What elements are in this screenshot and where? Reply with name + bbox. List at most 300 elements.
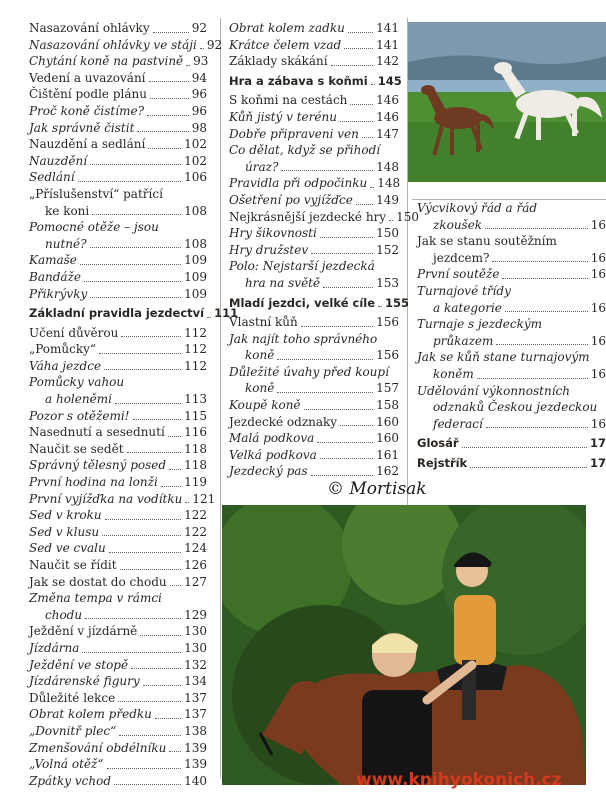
horses-running-photo	[408, 22, 606, 182]
toc-entry-title: Turnaje s jezdeckým	[417, 317, 543, 332]
toc-entry-page: 127	[184, 574, 207, 589]
dot-leader	[149, 81, 189, 82]
toc-entry-page: 148	[376, 159, 399, 174]
dot-leader	[169, 751, 181, 752]
toc-entry-page: 119	[184, 475, 207, 490]
toc-entry-title: Kamaše	[29, 253, 77, 268]
toc-entry-page: 16	[590, 366, 606, 381]
toc-entry-page: 150	[396, 209, 419, 224]
toc-entry-title: Turnajové třídy	[417, 283, 511, 298]
toc-entry-title: koně	[245, 381, 275, 396]
toc-entry-page: 96	[191, 103, 207, 118]
toc-entry-page: 140	[184, 773, 207, 788]
toc-entry	[29, 607, 207, 624]
dot-leader	[150, 98, 189, 99]
toc-entry	[29, 286, 207, 303]
toc-entry-page: 146	[376, 93, 399, 108]
toc-entry-title: Sedlání	[29, 170, 75, 185]
toc-entry-title: Jízdárenské figury	[29, 674, 140, 689]
dot-leader	[78, 181, 182, 182]
toc-entry	[229, 73, 402, 90]
toc-entry	[29, 756, 207, 773]
toc-entry-title: koněm	[433, 366, 474, 381]
dot-leader	[168, 436, 181, 437]
dot-leader	[362, 137, 373, 138]
dot-leader	[161, 486, 181, 487]
toc-entry-page: 112	[184, 358, 207, 373]
toc-entry	[29, 491, 216, 508]
horses-running-illustration	[408, 22, 606, 182]
toc-entry-page: 137	[184, 707, 207, 722]
toc-entry-title: S koňmi na cestách	[229, 93, 348, 108]
dot-leader	[348, 32, 373, 33]
toc-entry	[229, 414, 399, 431]
dot-leader	[104, 369, 181, 370]
toc-entry-page: 108	[184, 236, 207, 251]
toc-entry-page: 141	[376, 37, 399, 52]
toc-entry-title: Důležité úvahy před koupí	[229, 364, 389, 379]
toc-entry-title: První hodina na lonži	[29, 475, 158, 490]
dot-leader	[301, 326, 373, 327]
toc-entry	[29, 590, 207, 607]
toc-entry-page: 16	[590, 300, 606, 315]
toc-entry-title: Váha jezdce	[29, 358, 102, 373]
toc-entry	[29, 37, 223, 54]
toc-entry-page: 153	[376, 275, 399, 290]
dot-leader	[121, 336, 181, 337]
toc-entry-page: 16	[590, 217, 606, 232]
dot-leader	[320, 237, 373, 238]
toc-entry-page: 137	[184, 690, 207, 705]
dot-leader	[370, 187, 374, 188]
toc-entry-title: Čištění podle plánu	[29, 87, 147, 102]
dot-leader	[120, 569, 182, 570]
dot-leader	[502, 278, 587, 279]
toc-entry-title: Velká podkova	[229, 447, 317, 462]
toc-entry-title: Obrat kolem zadku	[229, 21, 345, 35]
toc-entry	[29, 153, 207, 170]
toc-entry-title: Jak najít toho správného	[229, 331, 378, 346]
toc-entry-title: jezdcem?	[433, 250, 490, 265]
toc-entry	[229, 20, 399, 37]
toc-entry	[29, 623, 207, 640]
toc-entry	[229, 380, 399, 397]
toc-entry	[229, 159, 399, 176]
toc-entry-title: Pomocné otěže – jsou	[29, 220, 159, 235]
toc-entry	[417, 200, 606, 217]
toc-entry-page: 124	[184, 541, 207, 556]
toc-entry-page: 106	[184, 170, 207, 185]
dot-leader	[170, 585, 181, 586]
copyright-watermark: © Mortisak	[327, 479, 427, 499]
dot-leader	[90, 297, 181, 298]
toc-entry-title: Krátce čelem vzad	[229, 37, 342, 52]
toc-entry-page: 17	[589, 455, 606, 470]
toc-entry-title: Jak se kůň stane turnajovým	[417, 350, 590, 365]
toc-entry	[29, 673, 207, 690]
toc-entry-title: Důležité lekce	[29, 690, 116, 705]
toc-entry	[229, 109, 399, 126]
toc-entry-page: 102	[184, 137, 207, 152]
toc-entry	[417, 283, 606, 300]
toc-entry	[229, 397, 399, 414]
toc-entry-title: Jak se dostat do chodu	[29, 574, 167, 589]
toc-entry-page: 92	[191, 21, 207, 35]
toc-entry	[229, 295, 410, 312]
dot-leader	[99, 353, 181, 354]
dot-leader	[133, 419, 182, 420]
toc-entry-page: 93	[193, 54, 209, 69]
toc-entry-title: Jak se stanu soutěžním	[417, 234, 557, 249]
dot-leader	[90, 164, 181, 165]
dot-leader	[304, 409, 374, 410]
toc-entry-page: 160	[376, 414, 399, 429]
toc-entry-page: 126	[184, 558, 207, 572]
toc-entry-title: Nauzdění	[29, 153, 88, 168]
toc-entry	[29, 424, 207, 441]
dot-leader	[486, 427, 588, 428]
toc-entry-title: průkazem	[433, 333, 494, 348]
toc-entry	[229, 37, 399, 54]
toc-entry-page: 141	[376, 21, 399, 35]
toc-entry	[29, 186, 207, 203]
toc-entry-title: Hry šikovnosti	[229, 226, 317, 241]
toc-entry-title: Sed ve cvalu	[29, 541, 106, 556]
toc-entry-title: Nauzdění a sedlání	[29, 137, 146, 152]
toc-entry-title: Jezdecké odznaky	[229, 414, 338, 429]
toc-entry	[29, 358, 207, 375]
toc-entry-title: federací	[433, 416, 483, 431]
toc-entry	[229, 364, 399, 381]
toc-column-3	[417, 200, 606, 475]
toc-entry-page: 157	[376, 381, 399, 396]
toc-entry	[229, 53, 399, 70]
dot-leader	[281, 170, 373, 171]
dot-leader	[107, 768, 182, 769]
toc-entry-title: Hra a zábava s koňmi	[229, 73, 368, 88]
toc-entry	[29, 690, 207, 707]
toc-entry	[229, 126, 399, 143]
toc-entry-page: 150	[376, 226, 399, 241]
dot-leader	[311, 475, 373, 476]
toc-entry-page: 148	[377, 176, 401, 191]
toc-entry-title: Hry družstev	[229, 242, 309, 257]
dot-leader	[90, 247, 182, 248]
toc-entry-title: Jízdárna	[29, 640, 80, 655]
toc-entry-page: 152	[376, 242, 399, 257]
toc-entry	[417, 266, 606, 283]
toc-entry-page: 16	[590, 416, 606, 431]
toc-entry	[29, 70, 207, 87]
dot-leader	[143, 685, 181, 686]
toc-entry-title: „Volná otěž“	[29, 757, 104, 772]
toc-entry	[229, 92, 399, 109]
dot-leader	[119, 735, 181, 736]
toc-entry-title: Ošetření po vyjížďce	[229, 192, 353, 207]
website-url: www.knihyokonich.cz	[356, 770, 562, 790]
toc-entry-title: Nasazování ohlávky	[29, 21, 150, 35]
toc-entry-title: Správný tělesný posed	[29, 458, 167, 473]
toc-entry-title: Chytání koně na pastvině	[29, 54, 184, 69]
toc-entry	[29, 120, 207, 137]
toc-entry-title: Malá podkova	[229, 431, 315, 446]
dot-leader	[84, 281, 181, 282]
dot-leader	[137, 131, 188, 132]
toc-entry-page: 16	[590, 250, 606, 265]
toc-entry-page: 139	[184, 740, 207, 755]
toc-entry-page: 92	[206, 37, 223, 52]
toc-entry-title: Vlastní kůň	[229, 315, 298, 330]
toc-entry-page: 156	[376, 315, 399, 330]
toc-entry-page: 132	[184, 657, 207, 672]
toc-entry-title: Vedení a uvazování	[29, 70, 146, 85]
toc-entry-title: Udělování výkonnostních	[417, 383, 571, 398]
toc-entry	[29, 269, 207, 286]
toc-entry-page: 129	[184, 607, 207, 622]
toc-entry-title: Glosář	[417, 436, 459, 451]
toc-entry-page: 118	[184, 458, 207, 473]
toc-column-1	[29, 20, 239, 789]
dot-leader	[80, 264, 181, 265]
toc-entry-title: Pomůcky vahou	[29, 375, 125, 390]
toc-entry	[29, 640, 207, 657]
toc-entry-title: „Pomůcky“	[29, 342, 97, 357]
toc-entry-page: 102	[184, 153, 207, 168]
dot-leader	[477, 378, 588, 379]
toc-entry-page: 116	[184, 425, 207, 440]
toc-entry	[29, 457, 207, 474]
toc-entry-title: Učení důvěrou	[29, 325, 119, 340]
toc-entry-title: Koupě koně	[229, 398, 301, 413]
toc-entry-page: 98	[191, 120, 207, 135]
toc-entry-page: 112	[184, 325, 207, 340]
toc-entry-page: 162	[376, 464, 399, 479]
dot-leader	[186, 65, 190, 66]
toc-entry-title: Pozor s otěžemi!	[29, 408, 130, 423]
toc-entry-title: úraz?	[245, 159, 279, 174]
toc-entry	[417, 300, 606, 317]
toc-entry-title: Jak správně čistit	[29, 120, 135, 135]
dot-leader	[148, 148, 181, 149]
dot-leader	[92, 214, 181, 215]
toc-entry	[229, 242, 399, 259]
dot-leader	[331, 65, 373, 66]
toc-entry-title: Sed v klusu	[29, 524, 100, 539]
toc-entry-page: 138	[184, 723, 207, 738]
toc-entry-page: 94	[191, 70, 207, 85]
toc-entry-title: Základy skákání	[229, 54, 328, 69]
toc-entry-title: zkoušek	[433, 217, 483, 232]
dot-leader	[118, 701, 181, 702]
toc-entry	[29, 103, 207, 120]
toc-entry-title: Změna tempa v rámci	[29, 591, 162, 606]
toc-entry	[29, 557, 207, 574]
toc-entry-title: Naučit se řídit	[29, 558, 117, 572]
dot-leader	[317, 442, 373, 443]
toc-entry	[229, 463, 399, 480]
dot-leader	[153, 32, 189, 33]
toc-entry-title: Bandáže	[29, 269, 81, 284]
dot-leader	[127, 452, 182, 453]
dot-leader	[185, 502, 189, 503]
toc-entry	[29, 408, 207, 425]
toc-entry-title: Sed v kroku	[29, 508, 102, 523]
toc-entry	[29, 86, 207, 103]
toc-entry-title: Přikrývky	[29, 286, 88, 301]
dot-leader	[147, 115, 189, 116]
toc-entry	[29, 507, 207, 524]
toc-entry-page: 142	[376, 54, 399, 69]
toc-entry-page: 118	[184, 441, 207, 456]
toc-entry-title: Zpátky vchod	[29, 773, 111, 788]
toc-entry	[29, 441, 207, 458]
toc-entry-page: 96	[191, 87, 207, 102]
dot-leader	[389, 220, 393, 221]
toc-entry-title: Mladí jezdci, velké cíle	[229, 295, 376, 310]
toc-entry-title: hra na světě	[245, 275, 321, 290]
toc-entry	[29, 169, 207, 186]
toc-entry	[229, 175, 399, 192]
toc-entry	[29, 325, 207, 342]
toc-entry-page: 16	[590, 333, 606, 348]
toc-entry	[29, 305, 239, 322]
toc-entry-page: 130	[184, 640, 207, 655]
toc-entry	[417, 435, 606, 452]
dot-leader	[277, 359, 373, 360]
toc-entry	[29, 657, 207, 674]
dot-leader	[109, 552, 181, 553]
toc-entry	[29, 474, 207, 491]
dot-leader	[311, 253, 373, 254]
toc-entry-title: Nasazování ohlávky ve stáji	[29, 37, 197, 52]
dot-leader	[155, 718, 181, 719]
toc-entry-page: 108	[184, 203, 207, 218]
toc-entry-title: Výcvikový řád a řád	[417, 201, 538, 215]
toc-entry	[29, 136, 207, 153]
toc-entry-page: 122	[184, 524, 207, 539]
toc-entry	[29, 374, 207, 391]
dot-leader	[115, 403, 181, 404]
toc-entry-page: 149	[376, 192, 399, 207]
toc-entry-title: Obrat kolem předku	[29, 707, 152, 722]
toc-entry	[229, 225, 399, 242]
toc-entry-page: 17	[589, 436, 606, 451]
toc-entry-title: „Příslušenství“ patřící	[29, 186, 163, 201]
dot-leader	[200, 48, 204, 49]
toc-entry	[229, 275, 399, 292]
dot-leader	[378, 306, 382, 307]
toc-entry	[417, 333, 606, 350]
toc-entry	[229, 192, 399, 209]
toc-entry-title: Dobře připraveni ven	[229, 126, 359, 141]
toc-entry-title: Co dělat, když se přihodí	[229, 143, 381, 158]
toc-entry-title: Naučit se sedět	[29, 441, 124, 456]
toc-entry	[29, 341, 207, 358]
toc-entry	[29, 773, 207, 790]
toc-entry	[29, 391, 207, 408]
toc-entry	[29, 236, 207, 253]
dot-leader	[344, 48, 373, 49]
toc-entry	[29, 706, 207, 723]
toc-entry-title: Ježdění v jízdárně	[29, 624, 138, 639]
toc-entry	[417, 250, 606, 267]
toc-entry-title: Zmenšování obdélníku	[29, 740, 167, 755]
toc-entry-title: koně	[245, 348, 275, 363]
toc-entry-page: 161	[376, 447, 399, 462]
toc-entry-title: Proč koně čistíme?	[29, 103, 145, 118]
column-divider-1	[220, 18, 221, 778]
toc-entry-title: Základní pravidla jezdectví	[29, 306, 205, 321]
toc-entry-title: chodu	[45, 607, 83, 622]
toc-entry	[229, 430, 399, 447]
toc-entry	[417, 399, 606, 416]
dot-leader	[340, 121, 373, 122]
toc-entry-page: 139	[184, 757, 207, 772]
toc-entry	[229, 142, 399, 159]
dot-leader	[320, 458, 373, 459]
toc-entry-page: 160	[376, 431, 399, 446]
dot-leader	[102, 535, 181, 536]
toc-entry	[229, 258, 399, 275]
toc-entry-title: a holeněmi	[45, 392, 112, 407]
toc-entry	[29, 53, 207, 70]
toc-entry	[229, 347, 399, 364]
toc-entry-page: 113	[184, 392, 207, 407]
toc-entry-page: 121	[192, 491, 216, 506]
riding-lesson-photo	[222, 505, 586, 785]
toc-entry-page: 130	[184, 624, 207, 639]
toc-entry	[29, 219, 207, 236]
toc-entry	[417, 316, 606, 333]
dot-leader	[496, 344, 587, 345]
toc-entry	[417, 455, 606, 472]
toc-entry-page: 146	[376, 109, 399, 124]
toc-entry	[29, 574, 207, 591]
dot-leader	[105, 519, 181, 520]
toc-entry-title: Kůň jistý v terénu	[229, 109, 337, 124]
toc-entry	[417, 233, 606, 250]
toc-entry-page: 112	[184, 342, 207, 357]
toc-entry	[417, 416, 606, 433]
dot-leader	[505, 311, 588, 312]
toc-entry-title: „Dovnitř plec“	[29, 723, 117, 738]
dot-leader	[169, 469, 181, 470]
dot-leader	[371, 84, 375, 85]
toc-entry-page: 145	[377, 73, 402, 88]
toc-entry-title: První soutěže	[417, 267, 500, 282]
dot-leader	[462, 447, 587, 448]
toc-entry	[29, 203, 207, 220]
dot-leader	[114, 784, 181, 785]
toc-entry-title: a kategorie	[433, 300, 502, 315]
toc-entry-title: Nasednutí a sesednutí	[29, 425, 165, 440]
toc-entry-page: 115	[184, 408, 207, 423]
toc-entry	[29, 20, 207, 37]
dot-leader	[485, 228, 588, 229]
dot-leader	[350, 104, 373, 105]
dot-leader	[277, 392, 373, 393]
toc-entry-page: 109	[184, 253, 207, 268]
toc-entry-title: Rejstřík	[417, 455, 468, 470]
toc-entry-page: 111	[214, 306, 239, 321]
toc-entry-page: 155	[385, 295, 410, 310]
toc-entry	[29, 252, 207, 269]
toc-entry-page: 156	[376, 348, 399, 363]
toc-entry-page: 16	[590, 267, 606, 282]
toc-entry	[417, 366, 606, 383]
dot-leader	[323, 287, 373, 288]
toc-entry-title: Ježdění ve stopě	[29, 657, 129, 672]
